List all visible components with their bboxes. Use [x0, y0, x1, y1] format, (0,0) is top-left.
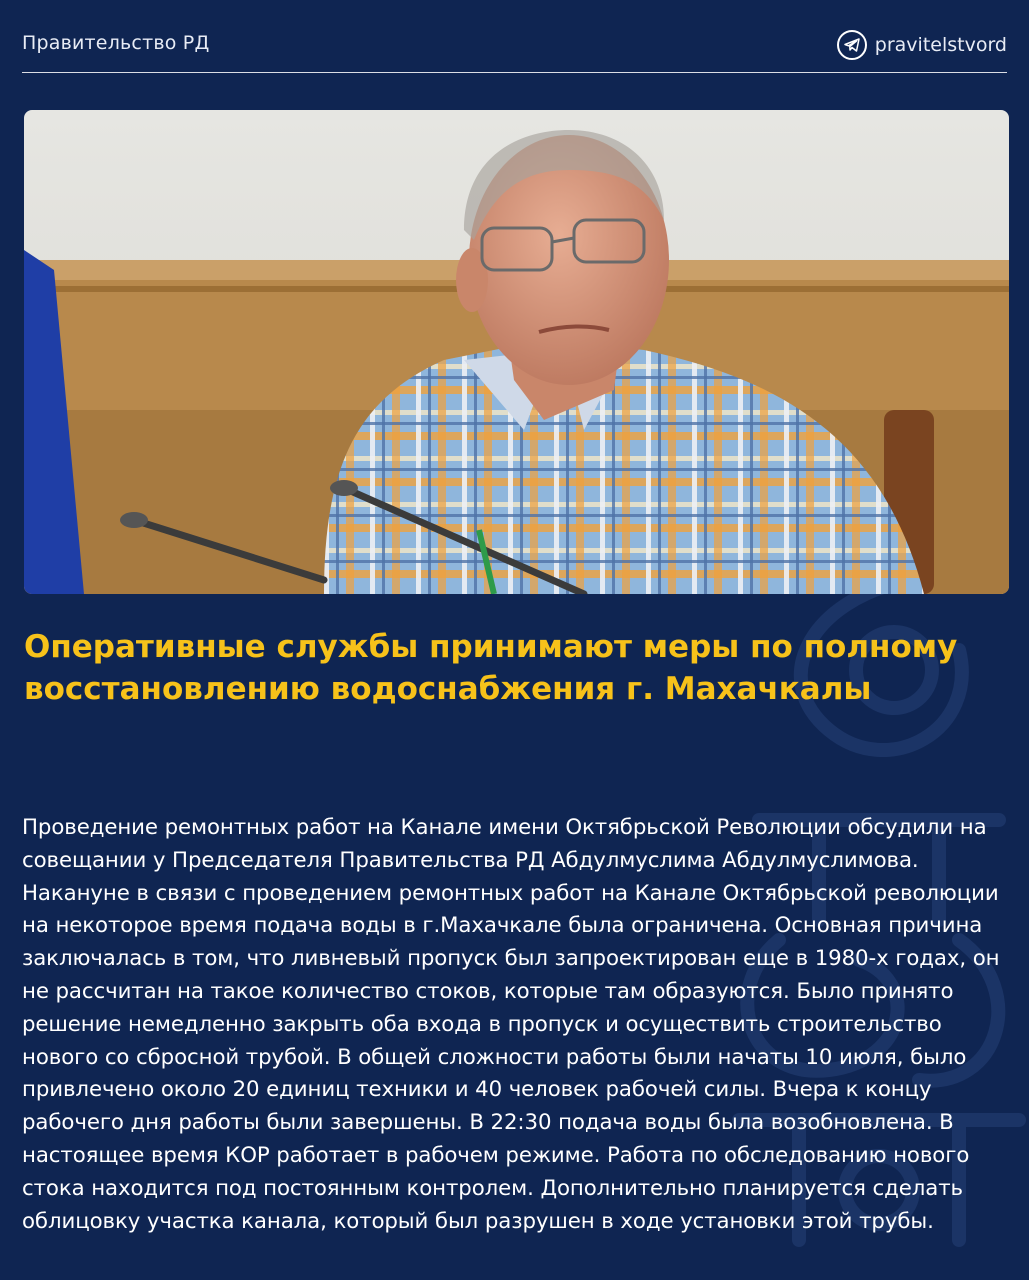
article-body: Проведение ремонтных работ на Канале имени Октябрьской Революции обсудили на совещании у Председателя Правительства РД Абдулмуслима Абдулмуслимова. Накануне в связи с проведением ремонтных работ на Канале Октябрьской революции на некоторое время подача воды в г.Махачкале была ограничена. Основная причина заключалась в том, что ливневый пропуск был запроектирован еще в 1980-х годах, он не рассчитан на такое количество стоков, которые там образуются. Было принято решение немедленно закрыть оба входа в пропуск и осуществить строительство нового со сбросной трубой. В общей сложности работы были начаты 10 июля, было привлечено около 20 единиц техники и 40 человек рабочей силы. Вчера к концу рабочего дня работы были завершены. В 22:30 подача воды была возобновлена. В настоящее время КОР работает в рабочем режиме. Работа по обследованию нового стока находится под постоянным контролем. Дополнительно планируется сделать облицовку участка канала, который был разрушен в ходе установки этой трубы. — [22, 815, 1000, 1234]
telegram-icon — [837, 30, 867, 60]
brand-name: Правительство РД — [22, 32, 210, 54]
portrait-photo — [24, 110, 1009, 594]
header-bar — [22, 28, 1007, 73]
channel-link[interactable] — [837, 30, 1007, 60]
article-headline: Оперативные службы принимают меры по полному восстановлению водоснабжения г. Махачкалы — [24, 629, 958, 707]
channel-name: pravitelstvord — [874, 34, 1007, 56]
